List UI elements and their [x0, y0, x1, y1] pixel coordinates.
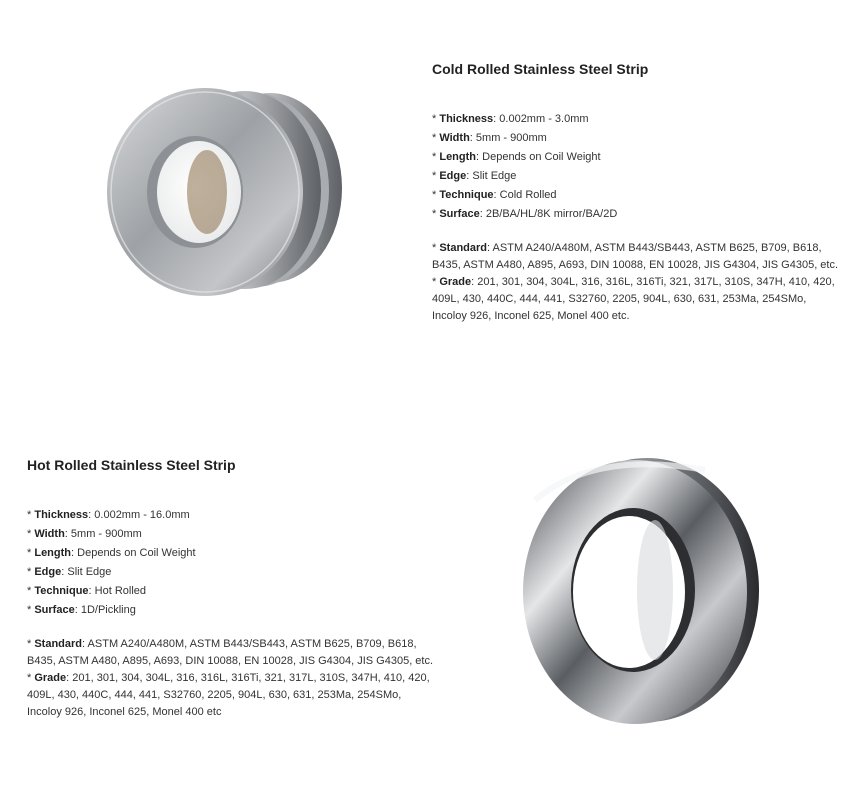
- spec-value: 5mm - 900mm: [475, 132, 547, 144]
- spec-length: * Length: Depends on Coil Weight: [432, 151, 601, 163]
- hot-rolled-standards: [27, 636, 437, 721]
- spec-label: Thickness: [439, 113, 494, 125]
- spec-value: 2B/BA/HL/8K mirror/BA/2D: [485, 208, 618, 220]
- spec-label: Width: [34, 528, 65, 540]
- standard-paragraph: * Standard: ASTM A240/A480M, ASTM B443/SB443, ASTM B625, B709, B618, B435, ASTM A480, A895, A693, DIN 10088, EN 10028, JIS G4304, JIS G4305, etc.: [432, 242, 839, 271]
- spec-label: Length: [34, 547, 72, 559]
- grade-value: 201, 301, 304, 304L, 316, 316L, 316Ti, 321, 317L, 310S, 347H, 410, 420, 409L, 430, 440C, 444, 441, S32760, 2205, 904L, 630, 631, 253Ma, 254SMo, Incoloy 926, Inconel 625, Monel 400 etc.: [432, 276, 835, 322]
- hot-rolled-title: Hot Rolled Stainless Steel Strip: [27, 457, 236, 473]
- spec-label: Length: [439, 151, 477, 163]
- spec-label: Surface: [439, 208, 480, 220]
- spec-label: Width: [439, 132, 470, 144]
- cold-rolled-standards: [432, 240, 842, 325]
- spec-value: 1D/Pickling: [80, 604, 136, 616]
- spec-label: Technique: [34, 585, 89, 597]
- spec-label: Thickness: [34, 509, 89, 521]
- spec-thickness: * Thickness: 0.002mm - 3.0mm: [432, 113, 589, 125]
- cold-rolled-title: Cold Rolled Stainless Steel Strip: [432, 61, 649, 77]
- hot-rolled-spec-list: [27, 506, 196, 620]
- spec-label: Technique: [439, 189, 494, 201]
- hot-rolled-coil-image: [505, 440, 775, 735]
- spec-value: Hot Rolled: [94, 585, 147, 597]
- spec-value: 0.002mm - 16.0mm: [94, 509, 190, 521]
- spec-surface: * Surface: 2B/BA/HL/8K mirror/BA/2D: [432, 208, 618, 220]
- standard-value: ASTM A240/A480M, ASTM B443/SB443, ASTM B625, B709, B618, B435, ASTM A480, A895, A693, DIN 10088, EN 10028, JIS G4304, JIS G4305, etc.: [27, 638, 434, 667]
- spec-value: Slit Edge: [67, 566, 112, 578]
- standard-paragraph: * Standard: ASTM A240/A480M, ASTM B443/SB443, ASTM B625, B709, B618, B435, ASTM A480, A895, A693, DIN 10088, EN 10028, JIS G4304, JIS G4305, etc.: [27, 638, 434, 667]
- standard-value: ASTM A240/A480M, ASTM B443/SB443, ASTM B625, B709, B618, B435, ASTM A480, A895, A693, DIN 10088, EN 10028, JIS G4304, JIS G4305, etc.: [432, 242, 839, 271]
- spec-value: Depends on Coil Weight: [482, 151, 601, 163]
- grade-paragraph: * Grade: 201, 301, 304, 304L, 316, 316L, 316Ti, 321, 317L, 310S, 347H, 410, 420, 409L, 430, 440C, 444, 441, S32760, 2205, 904L, 630, 631, 253Ma, 254SMo, Incoloy 926, Inconel 625, Monel 400 etc.: [432, 276, 835, 322]
- spec-thickness: * Thickness: 0.002mm - 16.0mm: [27, 509, 190, 521]
- spec-technique: * Technique: Hot Rolled: [27, 585, 147, 597]
- spec-value: Slit Edge: [472, 170, 517, 182]
- spec-length: * Length: Depends on Coil Weight: [27, 547, 196, 559]
- spec-width: * Width: 5mm - 900mm: [432, 132, 547, 144]
- spec-edge: * Edge: Slit Edge: [432, 170, 517, 182]
- spec-label: Surface: [34, 604, 75, 616]
- spec-edge: * Edge: Slit Edge: [27, 566, 112, 578]
- grade-value: 201, 301, 304, 304L, 316, 316L, 316Ti, 321, 317L, 310S, 347H, 410, 420, 409L, 430, 440C, 444, 441, S32760, 2205, 904L, 630, 631, 253Ma, 254SMo, Incoloy 926, Inconel 625, Monel 400 etc: [27, 672, 430, 718]
- spec-value: Cold Rolled: [499, 189, 557, 201]
- spec-value: 0.002mm - 3.0mm: [499, 113, 589, 125]
- spec-surface: * Surface: 1D/Pickling: [27, 604, 136, 616]
- spec-technique: * Technique: Cold Rolled: [432, 189, 557, 201]
- cold-rolled-spec-list: [432, 110, 617, 224]
- spec-value: 5mm - 900mm: [70, 528, 142, 540]
- cold-rolled-coil-image: [95, 80, 355, 305]
- grade-paragraph: * Grade: 201, 301, 304, 304L, 316, 316L, 316Ti, 321, 317L, 310S, 347H, 410, 420, 409L, 430, 440C, 444, 441, S32760, 2205, 904L, 630, 631, 253Ma, 254SMo, Incoloy 926, Inconel 625, Monel 400 etc: [27, 672, 430, 718]
- spec-value: Depends on Coil Weight: [77, 547, 196, 559]
- spec-label: Edge: [439, 170, 467, 182]
- spec-label: Edge: [34, 566, 62, 578]
- spec-width: * Width: 5mm - 900mm: [27, 528, 142, 540]
